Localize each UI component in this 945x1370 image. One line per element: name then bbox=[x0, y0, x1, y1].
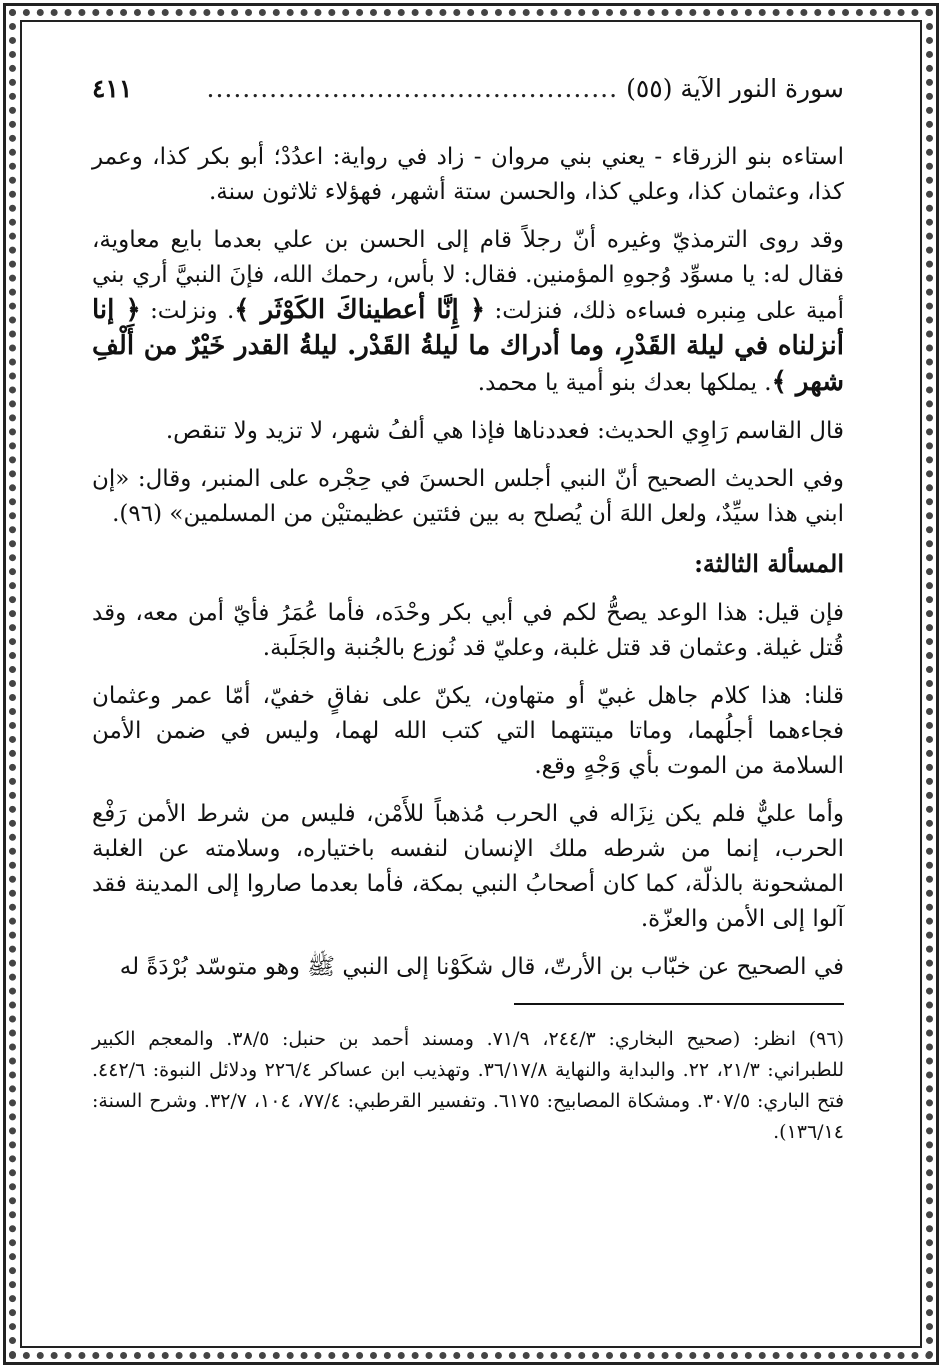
section-paragraph-2: قلنا: هذا كلام جاهل غبيّ أو متهاون، يكنّ على نفاقٍ خفيّ، أمّا عمر وعثمان فجاءهما أجلُهما، وماتا ميتتهما التي كتب الله لهما، وليس في ضمن الأمن السلامة من الموت بأي وَجْهٍ وقع. bbox=[92, 683, 844, 779]
verse-tail: . يملكها بعدك بنو أمية يا محمد. bbox=[477, 370, 772, 396]
running-header bbox=[92, 60, 844, 116]
page-number: ٤١١ bbox=[92, 73, 133, 103]
book-page bbox=[92, 60, 844, 1320]
section-heading: المسألة الثالثة: bbox=[694, 549, 844, 578]
header-leader-dots: .............................................. bbox=[206, 73, 619, 103]
section-paragraph-4: في الصحيح عن خبّاب بن الأرتّ، قال شكَوْنا إلى النبي ﷺ وهو متوسّد بُرْدَةً له bbox=[119, 954, 844, 980]
section-paragraph-3: وأما عليٌّ فلم يكن نِزَاله في الحرب مُذهباً للأَمْن، فليس من شرط الأمن رَفْع الحرب، إنما من شرطه ملك الإنسان لنفسه باختياره، وسلامته عن الغلبة المشحونة بالذلّة، كما كان أصحابُ النبي بمكة، فأما بعدما صاروا إلى المدينة فقد آلوا إلى الأمن والعزّة. bbox=[92, 801, 844, 932]
paragraph-2-text: وقد روى الترمذيّ وغيره أنّ رجلاً قام إلى الحسن بن علي بعدما بايع معاوية، فقال له: يا مسوِّد وُجوهِ المؤمنين. فقال: لا بأس، رحمك الله، فإنَ النبيَّ أري بني أمية على مِنبره فساءه ذلك، فنزلت: bbox=[92, 227, 845, 324]
paragraph-1: استاءه بنو الزرقاء - يعني بني مروان - زاد في رواية: اعدُدْ؛ أبو بكر كذا، وعمر كذا، وعثمان كذا، وعلي كذا، والحسن ستة أشهر، فهؤلاء ثلاثون سنة. bbox=[92, 144, 844, 205]
paragraph-3: قال القاسم رَاوِي الحديث: فعددناها فإذا هي ألفُ شهر، لا تزيد ولا تنقص. bbox=[165, 418, 844, 444]
footnote-96: (٩٦) انظر: (صحيح البخاري: ٢٤٤/٣، ٧١/٩. ومسند أحمد بن حنبل: ٣٨/٥. والمعجم الكبير للطبراني: ٢١/٣، ٢٢. والبداية والنهاية ٣٦/١٧/٨. وتهذيب ابن عساكر ٢٢٦/٤ ودلائل النبوة: ٤٤٢/٦. فتح الباري: ٣٠٧/٥. ومشكاة المصابيح: ٦١٧٥. وتفسير القرطبي: ٧٧/٤، ١٠٤، ٣٢/٧. وشرح السنة: ١٣٦/١٤). bbox=[92, 1028, 845, 1143]
section-paragraph-1: فإن قيل: هذا الوعد يصحُّ لكم في أبي بكر وحْدَه، فأما عُمَرُ فأيّ أمن معه، وقد قُتل غيلة. وعثمان قد قتل غلبة، وعليّ قد نُوزع بالجُنبة والجَلَبة. bbox=[92, 600, 844, 661]
verse-connector: . ونزلت: bbox=[150, 298, 235, 324]
surah-title: سورة النور الآية (٥٥) bbox=[626, 73, 844, 103]
paragraph-4: وفي الحديث الصحيح أنّ النبي أجلس الحسنَ في حِجْره على المنبر، وقال: «إن ابني هذا سيِّدٌ، ولعل اللهَ أن يُصلح به بين فئتين عظيمتيْن من المسلمين» (٩٦). bbox=[92, 466, 844, 527]
paragraph-2 bbox=[92, 223, 844, 401]
footnote-separator bbox=[514, 1003, 844, 1005]
quran-verse-qadr: ﴿ إنا أنزلناه في ليلة القَدْرِ، وما أدراك ما ليلةُ القَدْر. ليلةُ القدر خَيْرٌ من أَلْفِ شهر ﴾ bbox=[92, 295, 844, 397]
quran-verse-kawthar: ﴿ إِنَّا أعطيناكَ الكَوْثَر ﴾ bbox=[234, 295, 486, 325]
